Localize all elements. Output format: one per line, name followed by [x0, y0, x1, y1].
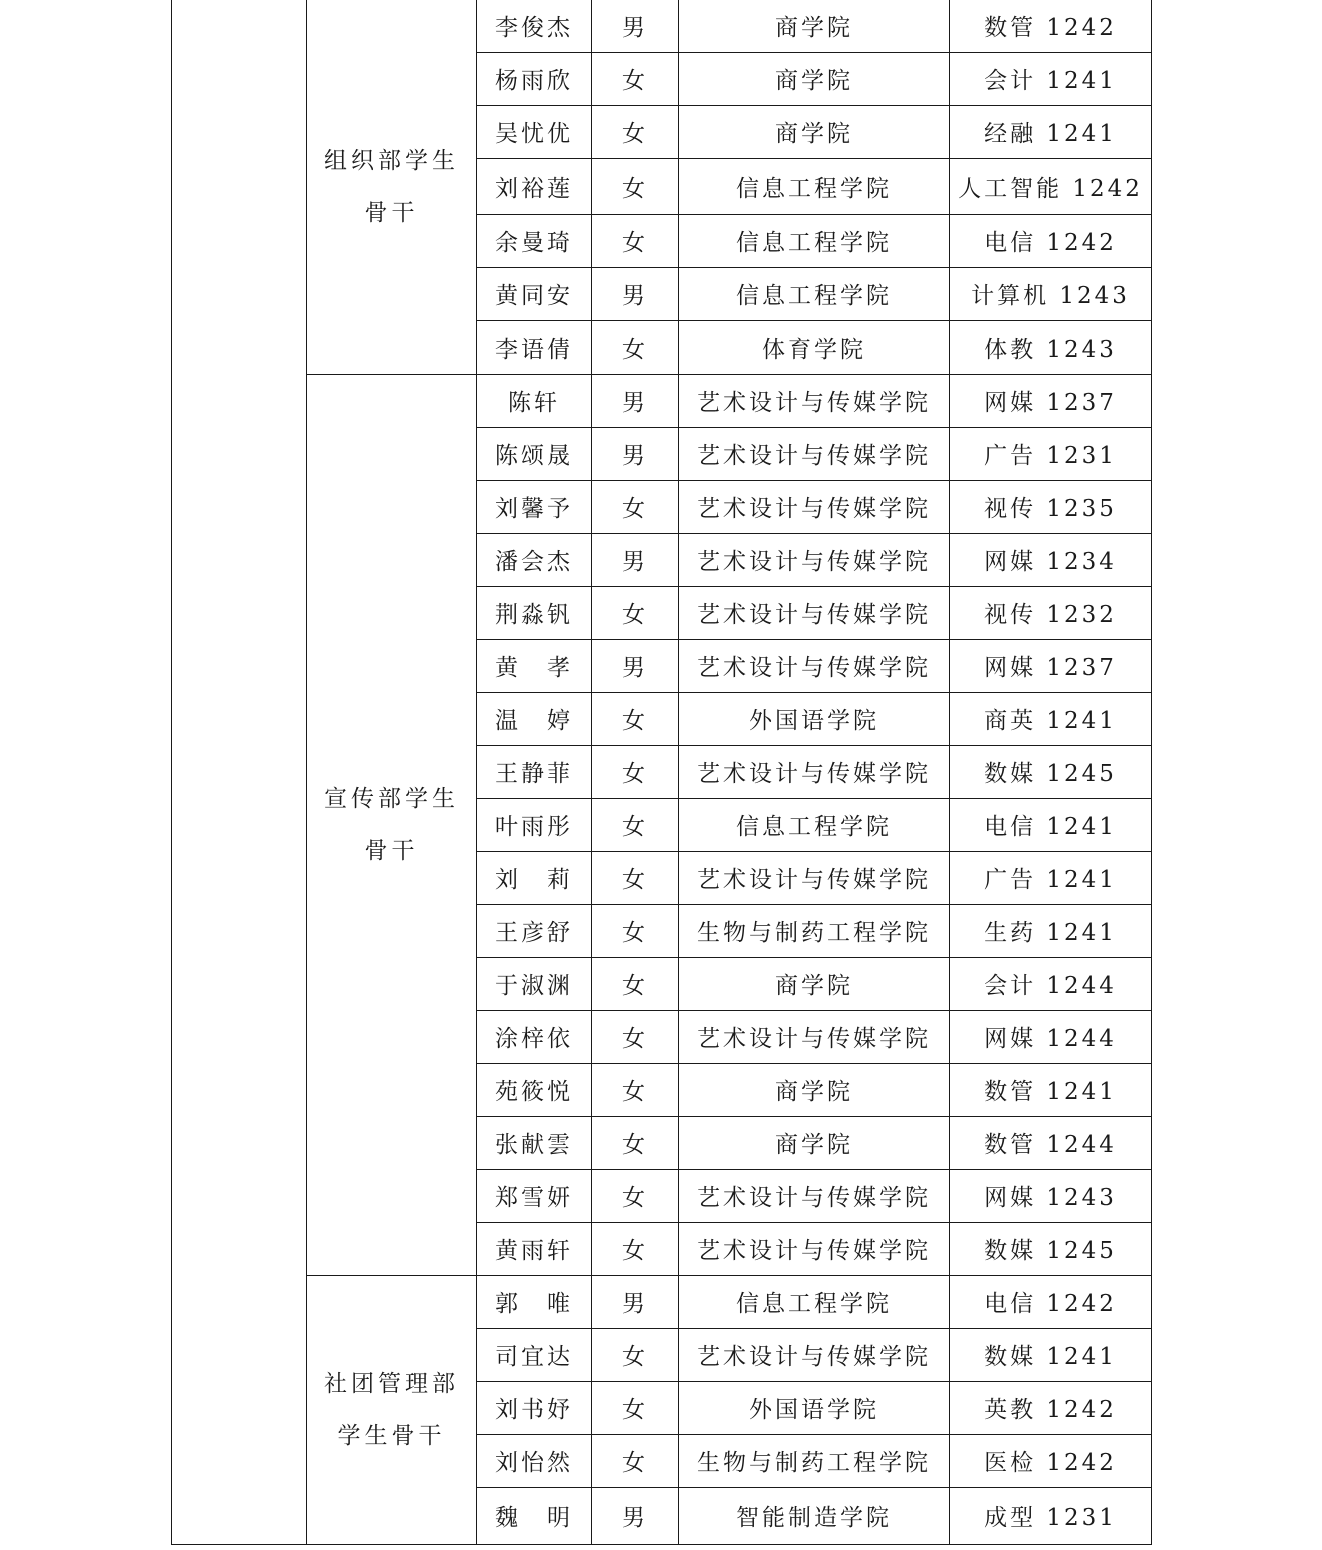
class-cell: 会计 1241: [950, 52, 1152, 105]
gender-cell: 男: [592, 1487, 679, 1544]
name-cell: 陈颂晟: [477, 427, 592, 480]
class-cell: 网媒 1243: [950, 1169, 1152, 1222]
college-cell: 生物与制药工程学院: [679, 904, 950, 957]
name-cell: 苑筱悦: [477, 1063, 592, 1116]
college-cell: 生物与制药工程学院: [679, 1434, 950, 1487]
group-label-line1: 宣传部学生: [324, 785, 459, 812]
gender-cell: 男: [592, 427, 679, 480]
class-cell: 生药 1241: [950, 904, 1152, 957]
group-label-cell: [307, 374, 477, 1275]
name-cell: 黄雨轩: [477, 1222, 592, 1275]
college-cell: 艺术设计与传媒学院: [679, 480, 950, 533]
class-cell: 商英 1241: [950, 692, 1152, 745]
class-cell: 数管 1242: [950, 0, 1152, 52]
college-cell: 艺术设计与传媒学院: [679, 1222, 950, 1275]
class-cell: 电信 1241: [950, 798, 1152, 851]
college-cell: 智能制造学院: [679, 1487, 950, 1544]
class-cell: 会计 1244: [950, 957, 1152, 1010]
name-cell: 涂梓依: [477, 1010, 592, 1063]
name-cell: 刘书妤: [477, 1381, 592, 1434]
name-cell: 于淑渊: [477, 957, 592, 1010]
name-cell: 叶雨彤: [477, 798, 592, 851]
class-cell: 数管 1241: [950, 1063, 1152, 1116]
table-row: [172, 0, 1152, 52]
gender-cell: 男: [592, 0, 679, 52]
gender-cell: 女: [592, 158, 679, 214]
class-cell: 网媒 1237: [950, 374, 1152, 427]
name-cell: 刘裕莲: [477, 158, 592, 214]
gender-cell: 男: [592, 267, 679, 320]
group-label-line1: 组织部学生: [324, 147, 459, 174]
group-label-line2: 骨干: [364, 199, 419, 226]
name-cell: 李俊杰: [477, 0, 592, 52]
name-cell: 李语倩: [477, 320, 592, 374]
gender-cell: 女: [592, 586, 679, 639]
gender-cell: 女: [592, 1222, 679, 1275]
table-row: [172, 374, 1152, 427]
college-cell: 信息工程学院: [679, 267, 950, 320]
gender-cell: 女: [592, 1116, 679, 1169]
college-cell: 艺术设计与传媒学院: [679, 427, 950, 480]
roster-table: [171, 0, 1152, 1545]
gender-cell: 女: [592, 105, 679, 158]
college-cell: 艺术设计与传媒学院: [679, 851, 950, 904]
name-cell: 潘会杰: [477, 533, 592, 586]
gender-cell: 女: [592, 1328, 679, 1381]
gender-cell: 男: [592, 533, 679, 586]
name-cell: 王彦舒: [477, 904, 592, 957]
college-cell: 艺术设计与传媒学院: [679, 374, 950, 427]
roster-body: [172, 0, 1152, 1544]
college-cell: 艺术设计与传媒学院: [679, 1328, 950, 1381]
gender-cell: 女: [592, 1381, 679, 1434]
group-label-line1: 社团管理部: [324, 1370, 459, 1397]
college-cell: 艺术设计与传媒学院: [679, 1010, 950, 1063]
name-cell: 王静菲: [477, 745, 592, 798]
name-cell: 黄 孝: [477, 639, 592, 692]
college-cell: 信息工程学院: [679, 1275, 950, 1328]
gender-cell: 女: [592, 798, 679, 851]
class-cell: 广告 1231: [950, 427, 1152, 480]
gender-cell: 男: [592, 1275, 679, 1328]
college-cell: 商学院: [679, 105, 950, 158]
name-cell: 魏 明: [477, 1487, 592, 1544]
gender-cell: 女: [592, 1169, 679, 1222]
college-cell: 信息工程学院: [679, 158, 950, 214]
college-cell: 信息工程学院: [679, 214, 950, 267]
gender-cell: 女: [592, 214, 679, 267]
name-cell: 刘 莉: [477, 851, 592, 904]
class-cell: 体教 1243: [950, 320, 1152, 374]
gender-cell: 男: [592, 374, 679, 427]
table-row: [172, 1275, 1152, 1328]
name-cell: 荆淼钒: [477, 586, 592, 639]
class-cell: 医检 1242: [950, 1434, 1152, 1487]
college-cell: 艺术设计与传媒学院: [679, 1169, 950, 1222]
class-cell: 数媒 1245: [950, 1222, 1152, 1275]
gender-cell: 女: [592, 1434, 679, 1487]
class-cell: 计算机 1243: [950, 267, 1152, 320]
class-cell: 网媒 1237: [950, 639, 1152, 692]
college-cell: 商学院: [679, 0, 950, 52]
gender-cell: 女: [592, 692, 679, 745]
group-label-line2: 骨干: [364, 837, 419, 864]
college-cell: 外国语学院: [679, 692, 950, 745]
college-cell: 艺术设计与传媒学院: [679, 586, 950, 639]
name-cell: 陈轩: [477, 374, 592, 427]
name-cell: 郑雪妍: [477, 1169, 592, 1222]
college-cell: 体育学院: [679, 320, 950, 374]
college-cell: 艺术设计与传媒学院: [679, 745, 950, 798]
gender-cell: 女: [592, 745, 679, 798]
class-cell: 广告 1241: [950, 851, 1152, 904]
college-cell: 外国语学院: [679, 1381, 950, 1434]
college-cell: 商学院: [679, 52, 950, 105]
gender-cell: 女: [592, 851, 679, 904]
gender-cell: 女: [592, 957, 679, 1010]
college-cell: 商学院: [679, 1116, 950, 1169]
gender-cell: 男: [592, 639, 679, 692]
gender-cell: 女: [592, 1063, 679, 1116]
class-cell: 英教 1242: [950, 1381, 1152, 1434]
class-cell: 电信 1242: [950, 1275, 1152, 1328]
gender-cell: 女: [592, 320, 679, 374]
college-cell: 商学院: [679, 957, 950, 1010]
class-cell: 数管 1244: [950, 1116, 1152, 1169]
gender-cell: 女: [592, 1010, 679, 1063]
class-cell: 视传 1232: [950, 586, 1152, 639]
group-label-cell: [307, 1275, 477, 1544]
name-cell: 吴忧优: [477, 105, 592, 158]
college-cell: 信息工程学院: [679, 798, 950, 851]
name-cell: 刘怡然: [477, 1434, 592, 1487]
name-cell: 司宜达: [477, 1328, 592, 1381]
gender-cell: 女: [592, 904, 679, 957]
gender-cell: 女: [592, 480, 679, 533]
class-cell: 经融 1241: [950, 105, 1152, 158]
class-cell: 网媒 1244: [950, 1010, 1152, 1063]
class-cell: 电信 1242: [950, 214, 1152, 267]
college-cell: 商学院: [679, 1063, 950, 1116]
class-cell: 视传 1235: [950, 480, 1152, 533]
college-cell: 艺术设计与传媒学院: [679, 533, 950, 586]
gender-cell: 女: [592, 52, 679, 105]
name-cell: 余曼琦: [477, 214, 592, 267]
name-cell: 黄同安: [477, 267, 592, 320]
class-cell: 网媒 1234: [950, 533, 1152, 586]
class-cell: 成型 1231: [950, 1487, 1152, 1544]
name-cell: 杨雨欣: [477, 52, 592, 105]
class-cell: 人工智能 1242: [950, 158, 1152, 214]
group-label-cell: [307, 0, 477, 374]
name-cell: 刘馨予: [477, 480, 592, 533]
name-cell: 张献雲: [477, 1116, 592, 1169]
college-cell: 艺术设计与传媒学院: [679, 639, 950, 692]
class-cell: 数媒 1245: [950, 745, 1152, 798]
class-cell: 数媒 1241: [950, 1328, 1152, 1381]
group-label-line2: 学生骨干: [337, 1422, 446, 1449]
category-cell: [172, 0, 307, 1544]
name-cell: 温 婷: [477, 692, 592, 745]
name-cell: 郭 唯: [477, 1275, 592, 1328]
